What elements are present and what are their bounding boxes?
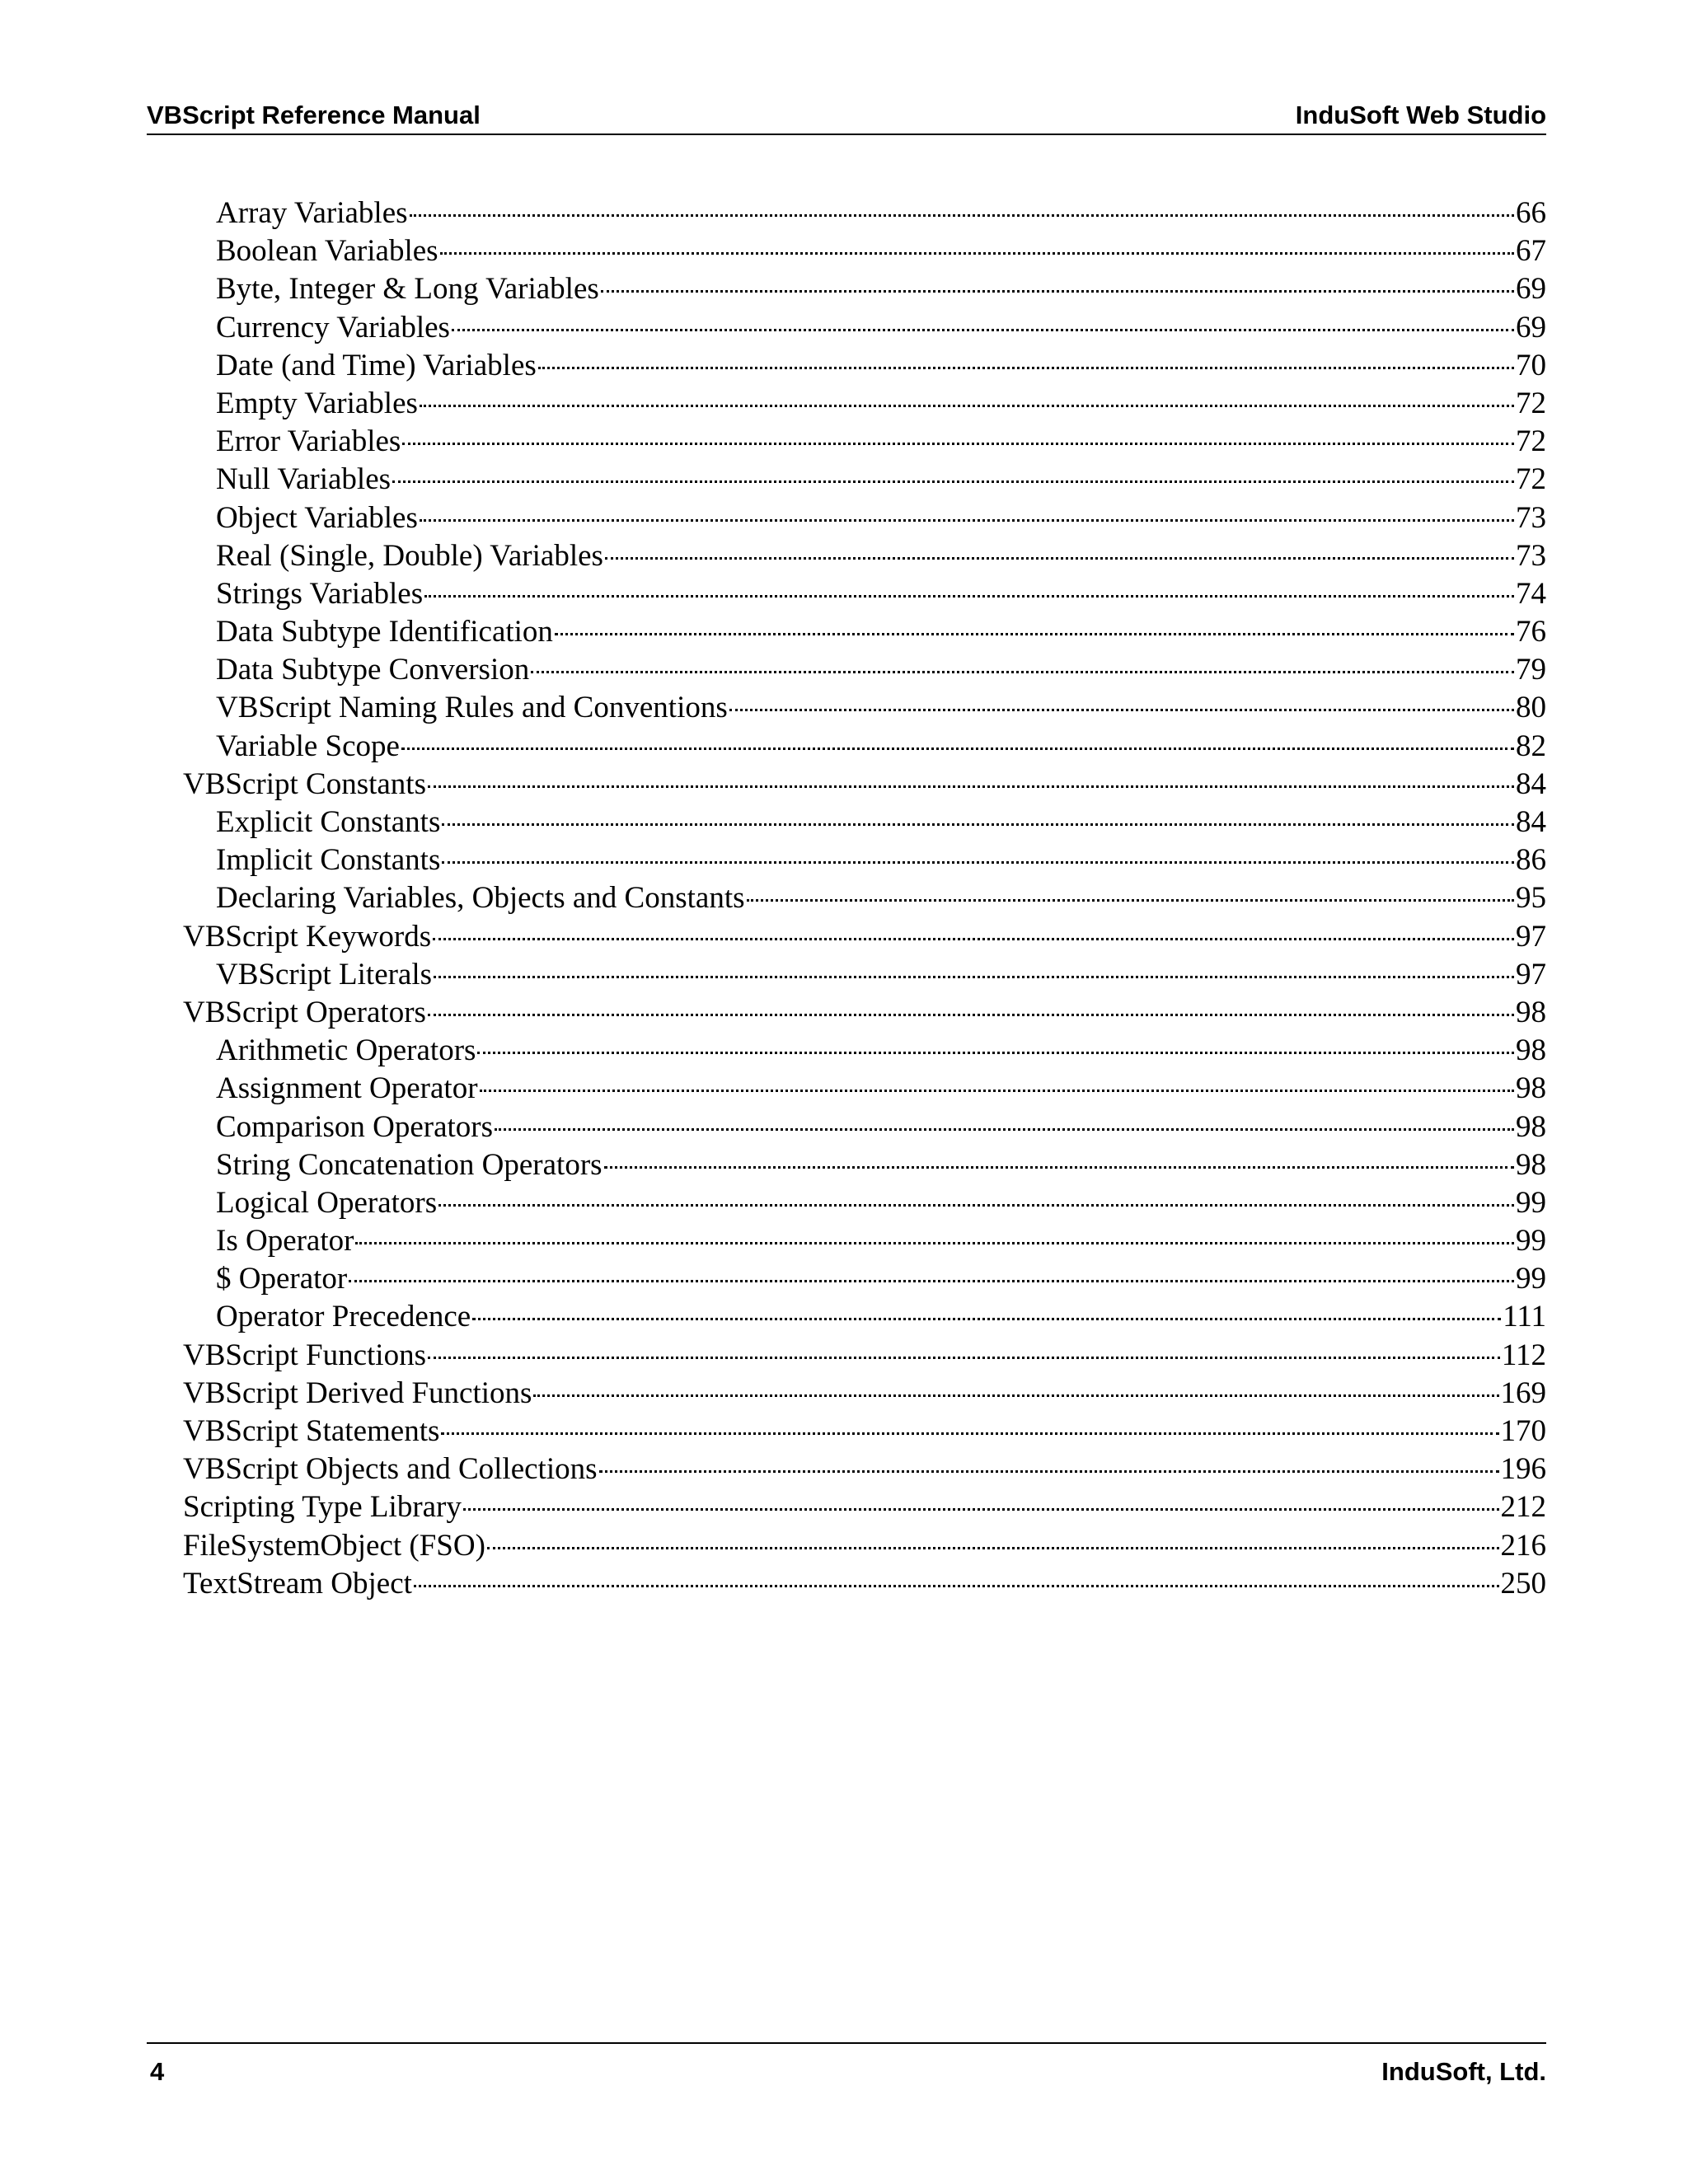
toc-entry-page: 97 [1516,957,1546,991]
toc-dot-leader [441,1432,1498,1435]
toc-dot-leader [424,595,1514,598]
toc-entry-page: 72 [1516,424,1546,459]
toc-entry[interactable] [183,1184,1546,1222]
toc-dot-leader [428,1014,1514,1016]
toc-dot-leader [428,785,1514,788]
toc-entry[interactable] [183,499,1546,537]
toc-entry[interactable] [183,879,1546,917]
toc-dot-leader [440,252,1514,255]
toc-entry[interactable] [183,728,1546,766]
toc-entry[interactable] [183,232,1546,270]
toc-entry-title: Implicit Constants [216,843,441,878]
toc-entry-title: Variable Scope [216,729,400,763]
toc-entry-page: 79 [1516,653,1546,687]
toc-dot-leader [472,1318,1501,1320]
toc-entry-title: $ Operator [216,1262,348,1296]
toc-dot-leader [452,329,1514,331]
table-of-contents [183,194,1546,1603]
toc-entry-page: 84 [1516,766,1546,801]
toc-dot-leader [414,1585,1499,1587]
toc-entry-title: VBScript Functions [183,1338,426,1372]
toc-entry-title: TextStream Object [183,1566,412,1601]
toc-dot-leader [402,443,1514,445]
toc-entry-title: VBScript Objects and Collections [183,1452,598,1487]
toc-entry-page: 70 [1516,348,1546,382]
toc-dot-leader [531,671,1514,673]
toc-entry[interactable] [183,194,1546,232]
toc-entry[interactable] [183,1488,1546,1526]
toc-dot-leader [442,823,1514,826]
toc-dot-leader [392,480,1514,483]
toc-dot-leader [495,1128,1514,1131]
toc-entry-page: 98 [1516,1147,1546,1182]
toc-entry-title: Scripting Type Library [183,1490,462,1525]
page-number: 4 [150,2057,165,2086]
toc-entry[interactable] [183,1260,1546,1298]
toc-dot-leader [604,1166,1514,1169]
toc-dot-leader [401,748,1514,750]
toc-dot-leader [477,1052,1514,1054]
toc-entry[interactable] [183,1527,1546,1565]
toc-entry-title: VBScript Derived Functions [183,1376,532,1410]
toc-entry[interactable] [183,956,1546,994]
toc-dot-leader [487,1547,1499,1549]
toc-entry[interactable] [183,347,1546,385]
toc-entry-page: 112 [1501,1338,1546,1372]
toc-entry[interactable] [183,1222,1546,1260]
toc-entry-title: Data Subtype Identification [216,615,553,649]
toc-dot-leader [599,1470,1499,1473]
toc-entry-title: Empty Variables [216,386,418,420]
page-header [147,99,1546,135]
toc-entry-page: 98 [1516,995,1546,1029]
toc-entry-title: Strings Variables [216,576,424,611]
toc-entry-title: Date (and Time) Variables [216,348,537,382]
toc-dot-leader [410,214,1514,217]
toc-entry-page: 67 [1516,234,1546,269]
toc-entry-title: String Concatenation Operators [216,1147,603,1182]
toc-dot-leader [555,633,1514,635]
toc-entry-title: VBScript Operators [183,995,426,1029]
toc-dot-leader [438,1204,1514,1207]
manual-title: VBScript Reference Manual [147,101,481,129]
toc-entry[interactable] [183,613,1546,651]
toc-entry-title: VBScript Naming Rules and Conventions [216,691,728,725]
toc-entry-page: 86 [1516,843,1546,878]
toc-entry-page: 98 [1516,1033,1546,1068]
toc-entry-page: 97 [1516,919,1546,954]
toc-entry[interactable] [183,689,1546,727]
toc-dot-leader [747,899,1514,902]
toc-entry-page: 98 [1516,1109,1546,1144]
toc-entry-title: Operator Precedence [216,1300,471,1334]
toc-entry[interactable] [183,1070,1546,1108]
toc-dot-leader [433,938,1514,940]
toc-entry-page: 73 [1516,500,1546,535]
toc-entry-title: Is Operator [216,1224,354,1258]
toc-entry-title: Data Subtype Conversion [216,653,530,687]
toc-entry-title: Comparison Operators [216,1109,494,1144]
toc-dot-leader [442,861,1514,864]
toc-entry-page: 74 [1516,576,1546,611]
toc-entry-page: 170 [1500,1414,1546,1448]
toc-entry-title: Logical Operators [216,1185,438,1220]
toc-entry[interactable] [183,804,1546,841]
toc-entry[interactable] [183,651,1546,689]
toc-entry-title: Byte, Integer & Long Variables [216,272,599,307]
toc-entry[interactable] [183,270,1546,308]
toc-entry-page: 169 [1500,1376,1546,1410]
toc-dot-leader [349,1280,1514,1282]
toc-entry[interactable] [183,1413,1546,1451]
toc-entry-title: Null Variables [216,462,392,497]
toc-entry[interactable] [183,1298,1546,1336]
toc-entry[interactable] [183,461,1546,499]
toc-entry[interactable] [183,1146,1546,1184]
toc-entry[interactable] [183,1375,1546,1413]
toc-entry-title: VBScript Statements [183,1414,440,1448]
toc-entry[interactable] [183,1451,1546,1488]
toc-entry[interactable] [183,766,1546,804]
toc-entry-page: 69 [1516,272,1546,307]
toc-entry-page: 72 [1516,462,1546,497]
toc-entry[interactable] [183,423,1546,461]
toc-entry-title: Boolean Variables [216,234,438,269]
company-name: InduSoft, Ltd. [1381,2057,1546,2086]
toc-entry-page: 84 [1516,805,1546,839]
toc-entry-page: 99 [1516,1262,1546,1296]
toc-entry-page: 196 [1500,1452,1546,1487]
toc-entry-title: Array Variables [216,196,408,230]
page-footer [147,2042,1546,2090]
toc-entry-title: Real (Single, Double) Variables [216,538,603,573]
toc-entry-title: Explicit Constants [216,805,441,839]
toc-entry-page: 73 [1516,538,1546,573]
toc-entry-page: 69 [1516,310,1546,344]
toc-entry[interactable] [183,309,1546,347]
toc-dot-leader [428,1357,1500,1359]
toc-entry-title: Declaring Variables, Objects and Constants [216,881,745,916]
toc-dot-leader [420,405,1514,407]
toc-entry[interactable] [183,994,1546,1032]
toc-entry-page: 99 [1516,1185,1546,1220]
toc-entry-page: 95 [1516,881,1546,916]
toc-entry[interactable] [183,575,1546,613]
toc-dot-leader [533,1394,1498,1397]
toc-entry-title: Currency Variables [216,310,450,344]
toc-dot-leader [420,519,1514,522]
toc-entry-title: Error Variables [216,424,401,459]
toc-dot-leader [538,367,1514,369]
toc-entry-page: 98 [1516,1071,1546,1106]
toc-entry-page: 76 [1516,615,1546,649]
toc-entry-page: 111 [1503,1300,1546,1334]
toc-entry-title: VBScript Keywords [183,919,432,954]
toc-entry-title: Object Variables [216,500,418,535]
toc-entry[interactable] [183,918,1546,956]
toc-dot-leader [434,976,1514,978]
toc-entry-title: VBScript Constants [183,766,426,801]
product-name: InduSoft Web Studio [1295,101,1546,129]
toc-entry-page: 72 [1516,386,1546,420]
toc-entry[interactable] [183,1108,1546,1146]
toc-dot-leader [729,709,1514,711]
toc-entry[interactable] [183,1565,1546,1603]
toc-entry-page: 66 [1516,196,1546,230]
toc-entry-title: FileSystemObject (FSO) [183,1528,485,1563]
toc-entry-title: VBScript Literals [216,957,433,991]
toc-dot-leader [480,1090,1514,1092]
toc-dot-leader [601,290,1514,293]
toc-entry-page: 216 [1500,1528,1546,1563]
toc-dot-leader [463,1508,1499,1511]
toc-entry[interactable] [183,537,1546,575]
toc-entry-page: 212 [1500,1490,1546,1525]
toc-entry-page: 250 [1500,1566,1546,1601]
toc-entry-title: Assignment Operator [216,1071,478,1106]
toc-entry-page: 82 [1516,729,1546,763]
toc-entry[interactable] [183,385,1546,423]
toc-entry-title: Arithmetic Operators [216,1033,476,1068]
toc-dot-leader [355,1242,1514,1244]
toc-entry-page: 80 [1516,691,1546,725]
toc-entry[interactable] [183,841,1546,879]
toc-entry[interactable] [183,1337,1546,1375]
toc-dot-leader [605,557,1514,560]
toc-entry[interactable] [183,1032,1546,1070]
toc-entry-page: 99 [1516,1224,1546,1258]
